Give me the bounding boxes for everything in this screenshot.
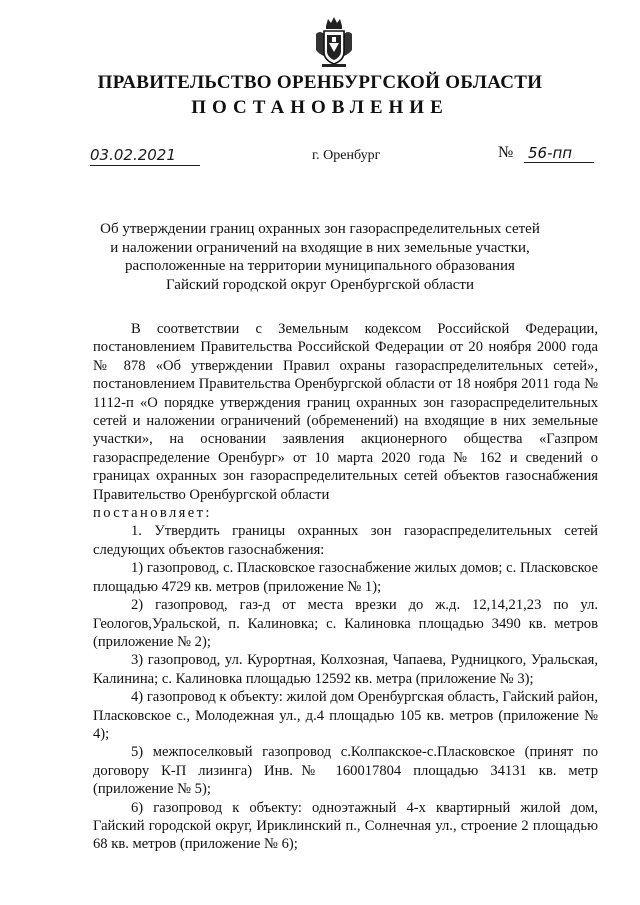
decree-city: г. Оренбург: [312, 148, 381, 163]
preamble-paragraph: В соответствии с Земельным кодексом Российской Федерации, постановлением Правительства Российской Федерации от 20 ноября 2000 года № 878 «Об утверждении Правил охраны газораспределительных сетей», постановлением Правительства Оренбургской области от 18 ноября 2011 года № 1112-п «О порядке утверждения границ охранных зон газораспределительных сетей и наложении ограничений (обременений) на входящие в них земельные участки», на основании заявления акционерного общества «Газпром газораспределение Оренбург» от 10 марта 2020 года № 162 и сведений о границах охранных зон газораспределительных сетей объектов газоснабжения Правительство Оренбургской области: [93, 321, 598, 503]
subitem-paragraph: 3) газопровод, ул. Курортная, Колхозная, Чапаева, Рудницкого, Уральская, Калинина; с. Калиновка площадью 12592 кв. метра (приложение № 3);: [93, 652, 598, 687]
subitem-paragraph: 1) газопровод, с. Пласковское газоснабжение жилых домов; с. Пласковское площадью 4729 кв. метров (приложение № 1);: [93, 560, 598, 595]
subitem-paragraph: 6) газопровод к объекту: одноэтажный 4-х квартирный жилой дом, Гайский городской округ, Ириклинский п., Солнечная ул., строение 2 площадью 68 кв. метров (приложение № 6);: [93, 799, 598, 853]
number-label: №: [498, 144, 514, 161]
subitem-paragraph: 4) газопровод к объекту: жилой дом Оренбургская область, Гайский район, Пласковское с., Молодежная ул., д.4 площадью 105 кв. метров (приложение № 4);: [93, 689, 598, 742]
title-line: Об утверждении границ охранных зон газораспределительных сетей: [100, 221, 540, 237]
decree-number: 56-пп: [524, 144, 594, 163]
decree-number-block: [498, 144, 590, 162]
item-paragraph: 1. Утвердить границы охранных зон газораспределительных сетей следующих объектов газоснабжения:: [93, 523, 598, 558]
decree-date: 03.02.2021: [90, 146, 200, 166]
coat-of-arms-icon: [314, 16, 354, 68]
document-type: ПОСТАНОВЛЕНИЕ: [191, 97, 449, 118]
title-line: расположенные на территории муниципального образования: [125, 258, 515, 274]
subitem-paragraph: 2) газопровод, газ-д от места врезки до ж.д. 12,14,21,23 по ул. Геологов,Уральской, п. Калиновка; с. Калиновка площадью 3490 кв. метров (приложение № 2);: [93, 597, 598, 650]
decree-body: [93, 320, 598, 854]
title-line: Гайский городской округ Оренбургской области: [166, 276, 474, 293]
subitem-paragraph: 5) межпоселковый газопровод с.Колпакское-с.Пласковское (принят по договору К-П лизинга) Инв.№ 160017804 площадью 34131 кв. метр (приложение № 5);: [93, 744, 598, 798]
government-name: ПРАВИТЕЛЬСТВО ОРЕНБУРГСКОЙ ОБЛАСТИ: [97, 72, 543, 93]
resolves-line: постановляет:: [93, 505, 212, 522]
decree-title: [60, 220, 580, 294]
title-line: и наложении ограничений на входящие в них земельные участки,: [110, 239, 530, 256]
